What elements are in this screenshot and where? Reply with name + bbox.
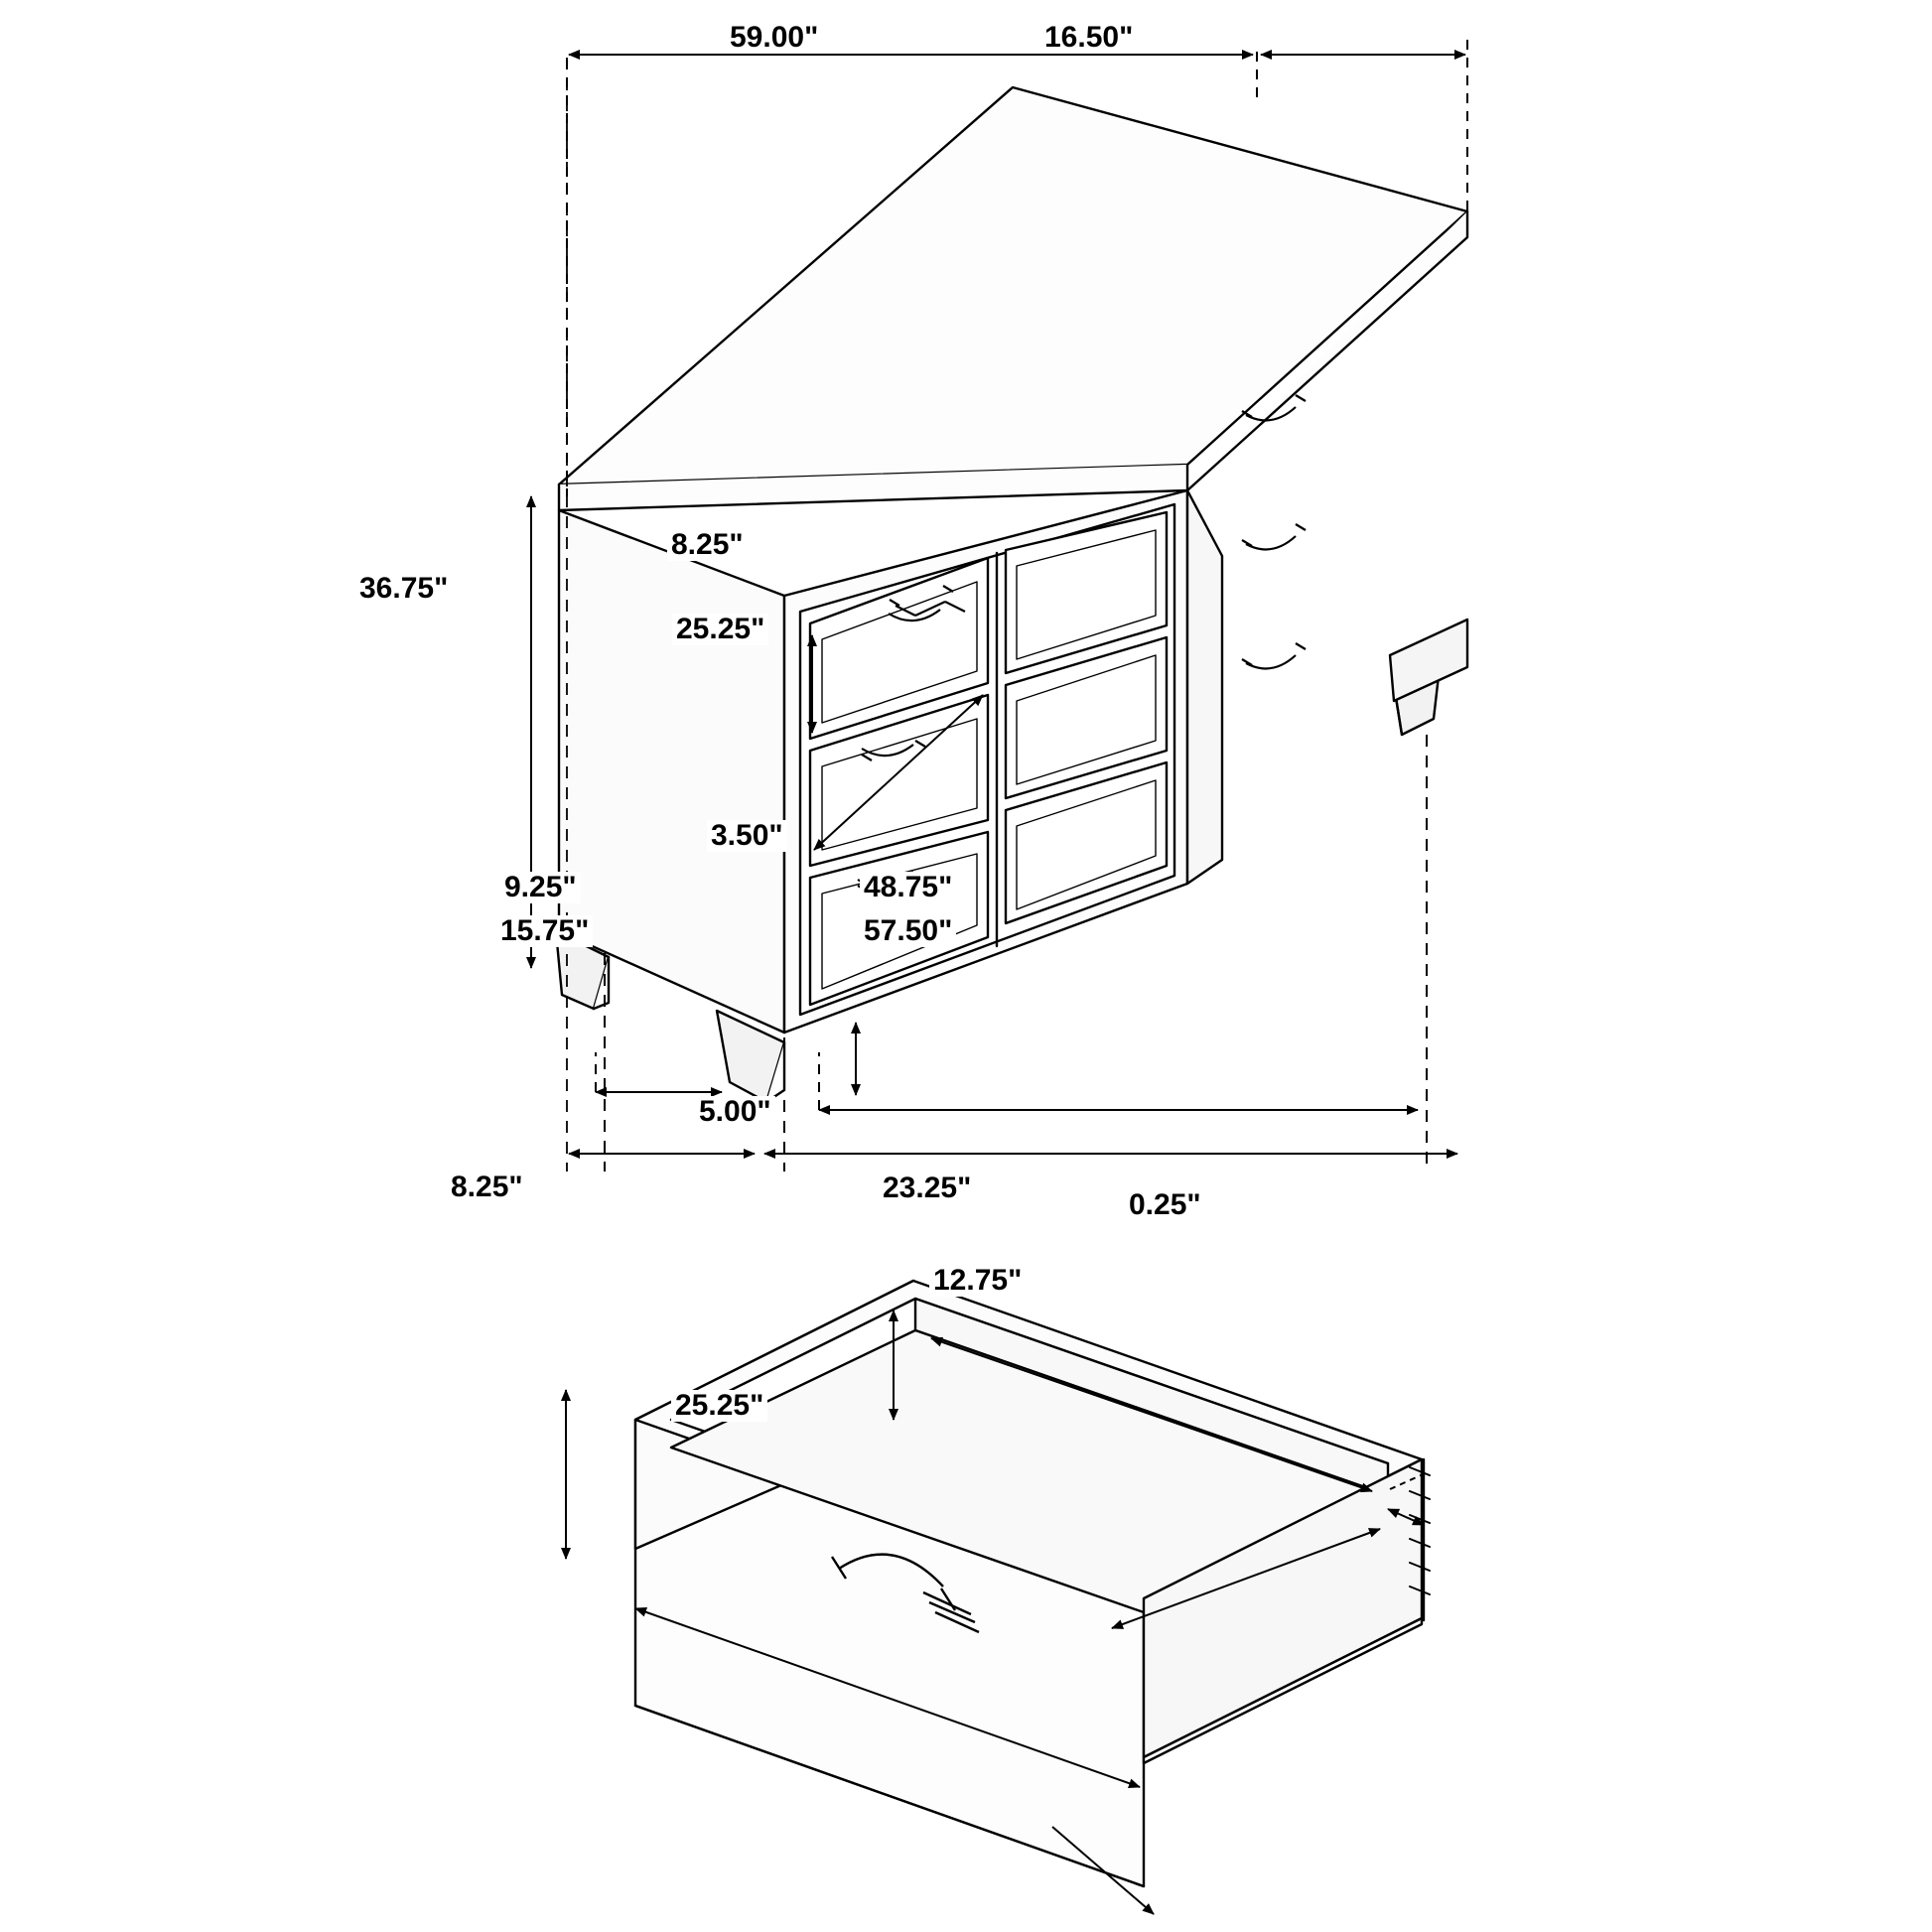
- dim-label-drawer-width: 25.25": [672, 614, 768, 645]
- dim-label-case-width-base: 57.50": [860, 915, 956, 947]
- dim-label-drawer-face-height: 8.25": [447, 1172, 527, 1203]
- dim-label-panel-thickness: 0.25": [1125, 1189, 1205, 1221]
- dim-label-drawer-height: 8.25": [667, 529, 748, 561]
- dim-label-depth-top: 16.50": [1040, 22, 1137, 54]
- dim-label-interior-depth: 5.00": [695, 1096, 775, 1128]
- dim-label-width-top: 59.00": [726, 22, 822, 54]
- dim-label-case-width-inner: 48.75": [860, 872, 956, 903]
- dim-label-interior-length: 23.25": [879, 1173, 975, 1204]
- dim-label-depth-base: 15.75": [496, 915, 593, 947]
- dim-label-interior-width: 12.75": [929, 1265, 1026, 1297]
- dim-label-leg-inset: 9.25": [500, 872, 581, 903]
- dim-label-height-overall: 36.75": [355, 573, 452, 605]
- dim-label-drawer-face-width: 25.25": [671, 1390, 767, 1422]
- dim-label-leg-height: 3.50": [707, 820, 787, 852]
